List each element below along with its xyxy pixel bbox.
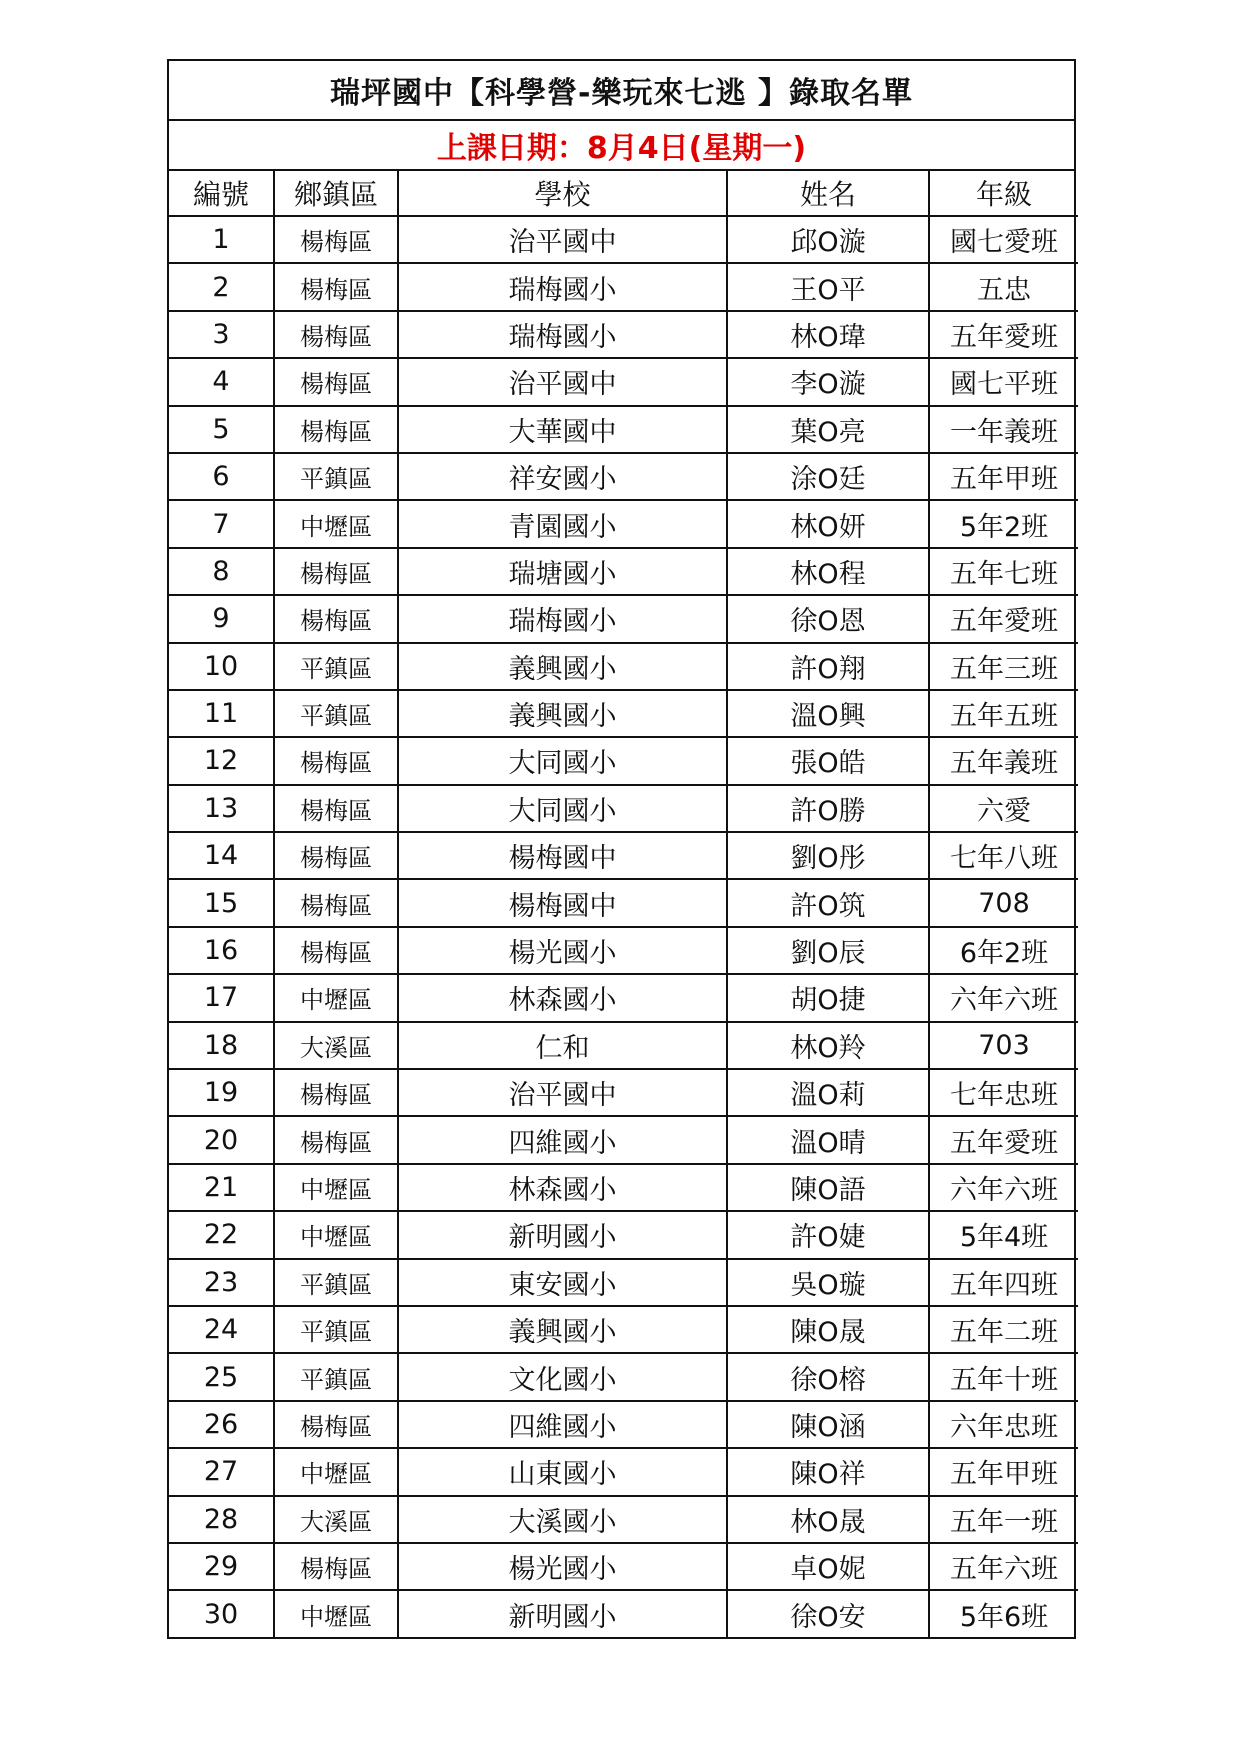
cell-grade: 六年六班 xyxy=(929,1164,1078,1211)
cell-district: 中壢區 xyxy=(274,1164,398,1211)
table-row xyxy=(169,453,1078,500)
cell-grade: 五年十班 xyxy=(929,1353,1078,1400)
cell-grade: 五年甲班 xyxy=(929,453,1078,500)
cell-school: 仁和 xyxy=(398,1022,727,1069)
table-row xyxy=(169,1211,1078,1258)
cell-number: 8 xyxy=(169,548,274,595)
cell-number: 9 xyxy=(169,595,274,642)
table-row xyxy=(169,1069,1078,1116)
cell-grade: 五年五班 xyxy=(929,690,1078,737)
cell-school: 大同國小 xyxy=(398,737,727,784)
table-row xyxy=(169,1353,1078,1400)
cell-number: 17 xyxy=(169,974,274,1021)
header-number: 編號 xyxy=(169,171,274,216)
cell-district: 平鎮區 xyxy=(274,643,398,690)
cell-number: 6 xyxy=(169,453,274,500)
table-row xyxy=(169,548,1078,595)
table-row xyxy=(169,974,1078,1021)
cell-name: 林O程 xyxy=(727,548,929,595)
cell-number: 12 xyxy=(169,737,274,784)
cell-grade: 國七愛班 xyxy=(929,216,1078,263)
cell-school: 大溪國小 xyxy=(398,1496,727,1543)
cell-district: 中壢區 xyxy=(274,500,398,547)
cell-name: 許O筑 xyxy=(727,879,929,926)
cell-number: 18 xyxy=(169,1022,274,1069)
cell-number: 15 xyxy=(169,879,274,926)
cell-school: 大華國中 xyxy=(398,406,727,453)
cell-name: 許O勝 xyxy=(727,785,929,832)
cell-name: 徐O安 xyxy=(727,1590,929,1636)
cell-grade: 五年七班 xyxy=(929,548,1078,595)
cell-name: 徐O恩 xyxy=(727,595,929,642)
cell-district: 楊梅區 xyxy=(274,1543,398,1590)
table-row xyxy=(169,1590,1078,1636)
cell-school: 祥安國小 xyxy=(398,453,727,500)
table-row xyxy=(169,1022,1078,1069)
cell-district: 中壢區 xyxy=(274,1211,398,1258)
cell-grade: 五年愛班 xyxy=(929,1116,1078,1163)
cell-name: 徐O榕 xyxy=(727,1353,929,1400)
cell-school: 瑞梅國小 xyxy=(398,311,727,358)
cell-name: 林O妍 xyxy=(727,500,929,547)
cell-number: 14 xyxy=(169,832,274,879)
cell-grade: 5年2班 xyxy=(929,500,1078,547)
cell-grade: 五年一班 xyxy=(929,1496,1078,1543)
cell-district: 楊梅區 xyxy=(274,1069,398,1116)
cell-number: 7 xyxy=(169,500,274,547)
cell-grade: 5年6班 xyxy=(959,1601,1049,1633)
header-grade: 年級 xyxy=(929,171,1078,216)
cell-number: 1 xyxy=(169,216,274,263)
cell-number: 13 xyxy=(169,785,274,832)
table-row xyxy=(169,406,1078,453)
cell-name: 吳O璇 xyxy=(727,1259,929,1306)
table-row xyxy=(169,879,1078,926)
cell-district: 楊梅區 xyxy=(274,927,398,974)
cell-number: 26 xyxy=(169,1401,274,1448)
cell-number: 21 xyxy=(169,1164,274,1211)
table-row xyxy=(169,1543,1078,1590)
cell-school: 文化國小 xyxy=(398,1353,727,1400)
cell-school: 治平國中 xyxy=(398,358,727,405)
table-row xyxy=(169,1116,1078,1163)
cell-number: 19 xyxy=(169,1069,274,1116)
cell-district: 楊梅區 xyxy=(274,548,398,595)
cell-name: 溫O晴 xyxy=(727,1116,929,1163)
cell-school: 大同國小 xyxy=(398,785,727,832)
class-date-line: 上課日期：8月4日(星期一) xyxy=(169,121,1074,171)
cell-school: 青園國小 xyxy=(398,500,727,547)
cell-school: 新明國小 xyxy=(398,1211,727,1258)
cell-district: 中壢區 xyxy=(274,974,398,1021)
cell-number: 27 xyxy=(169,1448,274,1495)
table-row xyxy=(169,1496,1078,1543)
cell-name: 劉O辰 xyxy=(727,927,929,974)
cell-name: 胡O捷 xyxy=(727,974,929,1021)
cell-school: 四維國小 xyxy=(398,1116,727,1163)
document-title: 瑞坪國中【科學營-樂玩來七逃 】錄取名單 xyxy=(169,61,1074,121)
cell-district: 楊梅區 xyxy=(274,406,398,453)
cell-grade: 六年忠班 xyxy=(929,1401,1078,1448)
cell-grade: 一年義班 xyxy=(929,406,1078,453)
cell-school: 義興國小 xyxy=(398,643,727,690)
cell-school: 治平國中 xyxy=(398,216,727,263)
cell-name: 張O皓 xyxy=(727,737,929,784)
cell-name: 涂O廷 xyxy=(727,453,929,500)
cell-school: 瑞塘國小 xyxy=(398,548,727,595)
cell-district: 楊梅區 xyxy=(274,1401,398,1448)
cell-district: 楊梅區 xyxy=(274,358,398,405)
cell-number: 23 xyxy=(169,1259,274,1306)
table-row xyxy=(169,1164,1078,1211)
cell-district: 楊梅區 xyxy=(274,832,398,879)
cell-district: 楊梅區 xyxy=(274,311,398,358)
cell-number: 25 xyxy=(169,1353,274,1400)
cell-name: 林O羚 xyxy=(727,1022,929,1069)
cell-school: 山東國小 xyxy=(398,1448,727,1495)
cell-grade: 703 xyxy=(929,1022,1078,1069)
cell-name: 李O漩 xyxy=(727,358,929,405)
cell-school: 楊梅國中 xyxy=(398,879,727,926)
cell-name: 林O瑋 xyxy=(727,311,929,358)
cell-name: 溫O興 xyxy=(727,690,929,737)
table-row xyxy=(169,500,1078,547)
table-row xyxy=(169,927,1078,974)
cell-name: 邱O漩 xyxy=(727,216,929,263)
cell-district: 楊梅區 xyxy=(274,879,398,926)
cell-grade: 五忠 xyxy=(929,263,1078,310)
cell-district: 楊梅區 xyxy=(274,785,398,832)
cell-district: 楊梅區 xyxy=(274,216,398,263)
table-row xyxy=(169,263,1078,310)
cell-number: 30 xyxy=(169,1590,274,1636)
cell-grade: 五年三班 xyxy=(929,643,1078,690)
cell-name: 溫O莉 xyxy=(727,1069,929,1116)
cell-school: 林森國小 xyxy=(398,974,727,1021)
cell-district: 平鎮區 xyxy=(274,453,398,500)
cell-grade: 五年愛班 xyxy=(929,311,1078,358)
cell-name: 陳O語 xyxy=(727,1164,929,1211)
cell-name: 許O婕 xyxy=(727,1211,929,1258)
cell-school: 新明國小 xyxy=(398,1590,727,1636)
cell-grade: 七年八班 xyxy=(929,832,1078,879)
table-row xyxy=(169,1259,1078,1306)
cell-name: 許O翔 xyxy=(727,643,929,690)
cell-number: 10 xyxy=(169,643,274,690)
cell-school: 治平國中 xyxy=(398,1069,727,1116)
header-district: 鄉鎮區 xyxy=(274,171,398,216)
cell-number: 3 xyxy=(169,311,274,358)
cell-district: 楊梅區 xyxy=(274,595,398,642)
cell-district: 平鎮區 xyxy=(274,1306,398,1353)
table-row xyxy=(169,311,1078,358)
cell-name: 陳O涵 xyxy=(727,1401,929,1448)
cell-district: 大溪區 xyxy=(274,1022,398,1069)
cell-grade: 五年二班 xyxy=(929,1306,1078,1353)
cell-district: 平鎮區 xyxy=(274,1259,398,1306)
cell-number: 2 xyxy=(169,263,274,310)
cell-grade: 5年4班 xyxy=(929,1211,1078,1258)
cell-school: 瑞梅國小 xyxy=(398,595,727,642)
cell-district: 中壢區 xyxy=(274,1448,398,1495)
cell-grade: 五年義班 xyxy=(929,737,1078,784)
cell-number: 29 xyxy=(169,1543,274,1590)
table-row xyxy=(169,643,1078,690)
header-school: 學校 xyxy=(398,171,727,216)
admission-table xyxy=(169,171,1078,1637)
table-row xyxy=(169,1448,1078,1495)
table-row xyxy=(169,785,1078,832)
cell-district: 楊梅區 xyxy=(274,1116,398,1163)
cell-grade: 五年六班 xyxy=(929,1543,1078,1590)
cell-school: 瑞梅國小 xyxy=(398,263,727,310)
cell-number: 20 xyxy=(169,1116,274,1163)
cell-name: 卓O妮 xyxy=(727,1543,929,1590)
cell-number: 22 xyxy=(169,1211,274,1258)
cell-name: 王O平 xyxy=(727,263,929,310)
cell-grade: 五年四班 xyxy=(929,1259,1078,1306)
cell-name: 陳O祥 xyxy=(727,1448,929,1495)
cell-number: 28 xyxy=(169,1496,274,1543)
cell-school: 義興國小 xyxy=(398,690,727,737)
cell-school: 四維國小 xyxy=(398,1401,727,1448)
table-row xyxy=(169,690,1078,737)
cell-grade: 六年六班 xyxy=(929,974,1078,1021)
cell-school: 楊光國小 xyxy=(398,1543,727,1590)
table-body xyxy=(169,216,1078,1637)
cell-district: 楊梅區 xyxy=(274,263,398,310)
cell-school: 東安國小 xyxy=(398,1259,727,1306)
table-row xyxy=(169,1306,1078,1353)
cell-grade: 708 xyxy=(929,879,1078,926)
cell-grade: 五年甲班 xyxy=(929,1448,1078,1495)
cell-number: 5 xyxy=(169,406,274,453)
cell-name: 陳O晟 xyxy=(727,1306,929,1353)
cell-number: 16 xyxy=(169,927,274,974)
cell-district: 楊梅區 xyxy=(274,737,398,784)
cell-grade: 6年2班 xyxy=(929,927,1078,974)
cell-school: 楊光國小 xyxy=(398,927,727,974)
table-row xyxy=(169,832,1078,879)
cell-district: 大溪區 xyxy=(274,1496,398,1543)
cell-name: 林O晟 xyxy=(727,1496,929,1543)
cell-number: 24 xyxy=(169,1306,274,1353)
admission-list-sheet xyxy=(167,59,1076,1639)
table-row xyxy=(169,358,1078,405)
cell-school: 林森國小 xyxy=(398,1164,727,1211)
cell-school: 義興國小 xyxy=(398,1306,727,1353)
cell-grade: 六愛 xyxy=(929,785,1078,832)
cell-school: 楊梅國中 xyxy=(398,832,727,879)
table-row xyxy=(169,216,1078,263)
table-row xyxy=(169,1401,1078,1448)
cell-name: 葉O亮 xyxy=(727,406,929,453)
table-row xyxy=(169,737,1078,784)
cell-district: 平鎮區 xyxy=(274,690,398,737)
cell-district: 平鎮區 xyxy=(274,1353,398,1400)
table-row xyxy=(169,595,1078,642)
cell-name: 劉O彤 xyxy=(727,832,929,879)
cell-grade: 國七平班 xyxy=(929,358,1078,405)
cell-number: 11 xyxy=(169,690,274,737)
cell-number: 4 xyxy=(169,358,274,405)
table-header xyxy=(169,171,1078,216)
cell-district: 中壢區 xyxy=(274,1590,398,1636)
cell-grade: 五年愛班 xyxy=(929,595,1078,642)
header-row xyxy=(169,171,1078,216)
header-name: 姓名 xyxy=(727,171,929,216)
cell-grade: 七年忠班 xyxy=(929,1069,1078,1116)
